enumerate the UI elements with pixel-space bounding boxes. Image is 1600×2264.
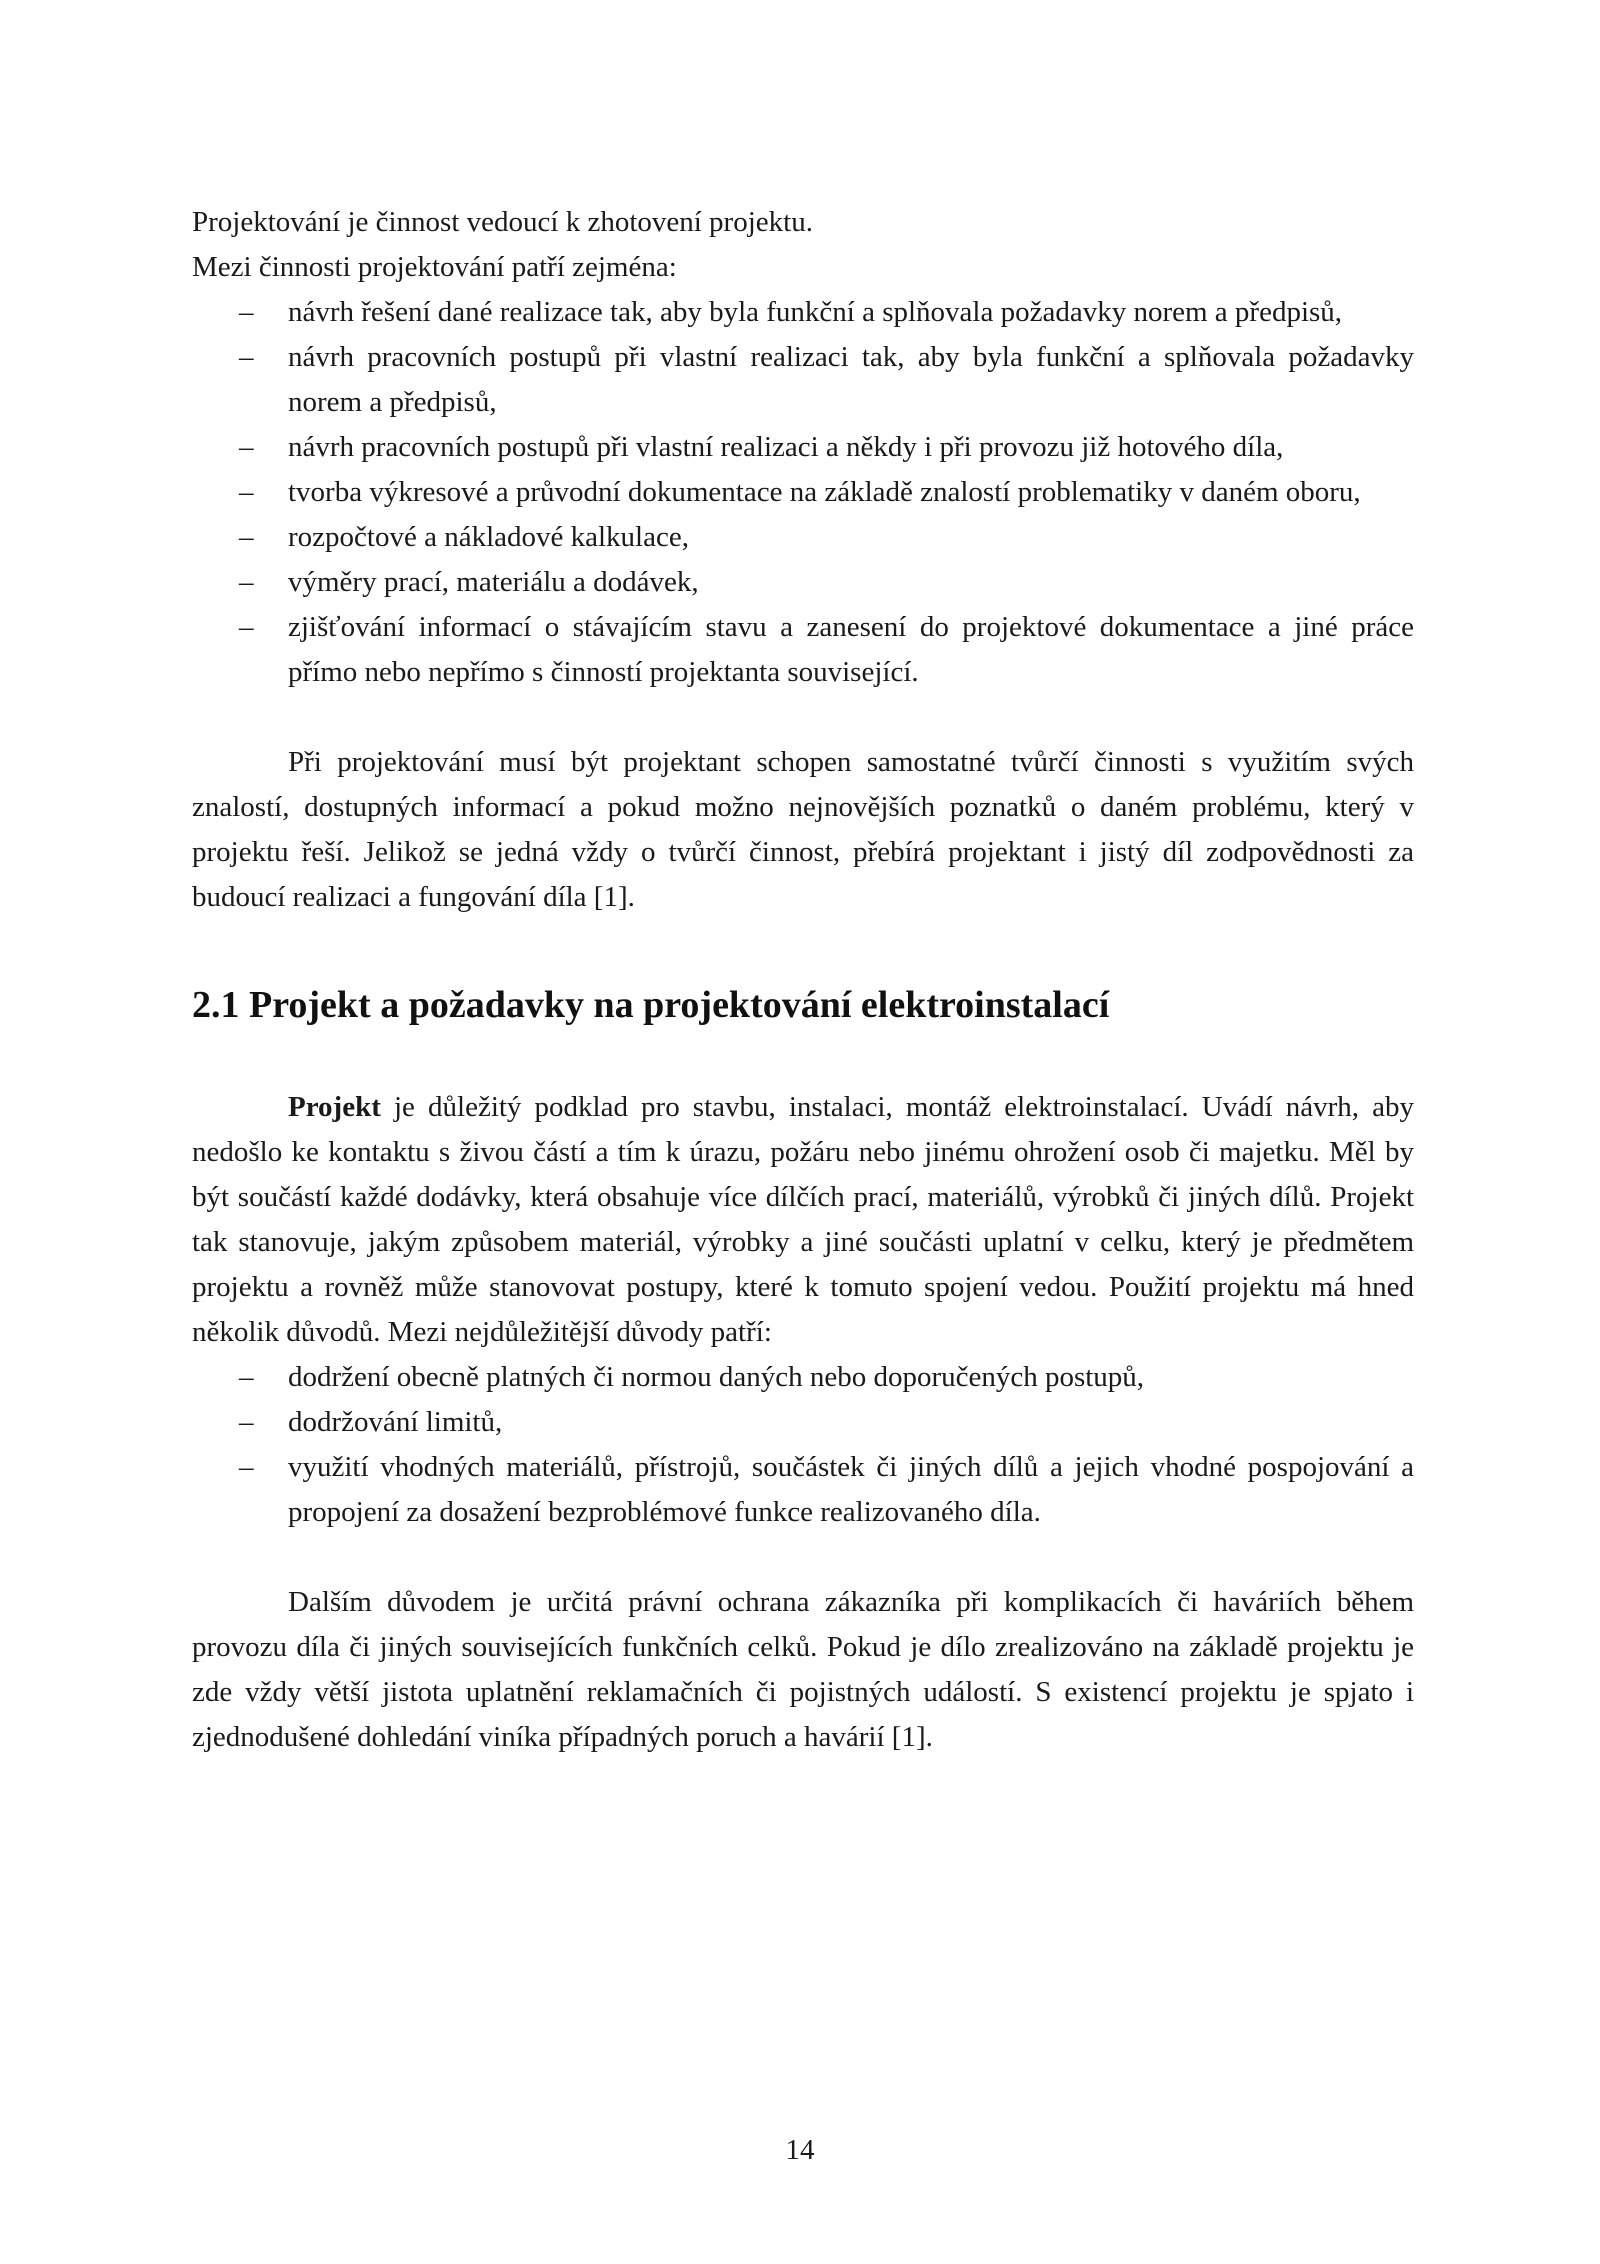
- dash-bullet: –: [239, 476, 254, 508]
- list-item: – rozpočtové a nákladové kalkulace,: [192, 515, 1414, 560]
- paragraph-ochrana: Dalším důvodem je určitá právní ochrana zákazníka při komplikacích či haváriích během provozu díla či jiných souvisejících funkčních celků. Pokud je dílo zrealizováno na základě projektu je zde vždy větší jistota uplatnění reklamačních či pojistných událostí. S existencí projektu je spjato i zjednodušené dohledání viníka případných poruch a havárií [1].: [192, 1586, 1414, 1753]
- page-body: [192, 200, 1414, 1760]
- section-heading: 2.1 Projekt a požadavky na projektování elektroinstalací: [192, 984, 1110, 1026]
- activities-list: [192, 290, 1414, 695]
- reasons-list: [192, 1355, 1414, 1535]
- list-item: – návrh řešení dané realizace tak, aby byla funkční a splňovala požadavky norem a předpisů,: [192, 290, 1414, 335]
- list-item: – návrh pracovních postupů při vlastní realizaci a někdy i při provozu již hotového díla,: [192, 425, 1414, 470]
- dash-bullet: –: [239, 341, 254, 373]
- dash-bullet: –: [239, 611, 254, 643]
- intro-line-1: Projektování je činnost vedoucí k zhotovení projektu.: [192, 206, 813, 238]
- dash-bullet: –: [239, 296, 254, 328]
- paragraph-spacer: [192, 1535, 1414, 1580]
- list-item: – dodržení obecně platných či normou daných nebo doporučených postupů,: [192, 1355, 1414, 1400]
- bold-term: Projekt: [288, 1091, 381, 1123]
- dash-bullet: –: [239, 431, 254, 463]
- intro-line-2: Mezi činnosti projektování patří zejména:: [192, 251, 677, 283]
- dash-bullet: –: [239, 566, 254, 598]
- paragraph-spacer: [192, 695, 1414, 740]
- dash-bullet: –: [239, 1361, 254, 1393]
- list-item: – využití vhodných materiálů, přístrojů, součástek či jiných dílů a jejich vhodné pospojování a propojení za dosažení bezproblémové funkce realizovaného díla.: [192, 1445, 1414, 1535]
- paragraph-projekt-text: je důležitý podklad pro stavbu, instalaci, montáž elektroinstalací. Uvádí návrh, aby nedošlo ke kontaktu s živou částí a tím k úrazu, požáru nebo jinému ohrožení osob či majetku. Měl by být součástí každé dodávky, která obsahuje více dílčích prací, materiálů, výrobků či jiných dílů. Projekt tak stanovuje, jakým způsobem materiál, výrobky a jiné součásti uplatní v celku, který je předmětem projektu a rovněž může stanovovat postupy, které k tomuto spojení vedou. Použití projektu má hned několik důvodů. Mezi nejdůležitější důvody patří:: [192, 1091, 1414, 1348]
- dash-bullet: –: [239, 521, 254, 553]
- list-item: – návrh pracovních postupů při vlastní realizaci tak, aby byla funkční a splňovala požadavky norem a předpisů,: [192, 335, 1414, 425]
- dash-bullet: –: [239, 1406, 254, 1438]
- list-item: – zjišťování informací o stávajícím stavu a zanesení do projektové dokumentace a jiné práce přímo nebo nepřímo s činností projektanta související.: [192, 605, 1414, 695]
- section-heading-wrap: [192, 982, 1414, 1028]
- paragraph-projekt: [192, 1085, 1414, 1355]
- list-item: – tvorba výkresové a průvodní dokumentace na základě znalostí problematiky v daném oboru,: [192, 470, 1414, 515]
- paragraph-projektant: Při projektování musí být projektant schopen samostatné tvůrčí činnosti s využitím svých znalostí, dostupných informací a pokud možno nejnovějších poznatků o daném problému, který v projektu řeší. Jelikož se jedná vždy o tvůrčí činnost, přebírá projektant i jistý díl zodpovědnosti za budoucí realizaci a fungování díla [1].: [192, 746, 1414, 913]
- dash-bullet: –: [239, 1451, 254, 1483]
- list-item: – výměry prací, materiálu a dodávek,: [192, 560, 1414, 605]
- page-number: 14: [785, 2134, 815, 2166]
- list-item: – dodržování limitů,: [192, 1400, 1414, 1445]
